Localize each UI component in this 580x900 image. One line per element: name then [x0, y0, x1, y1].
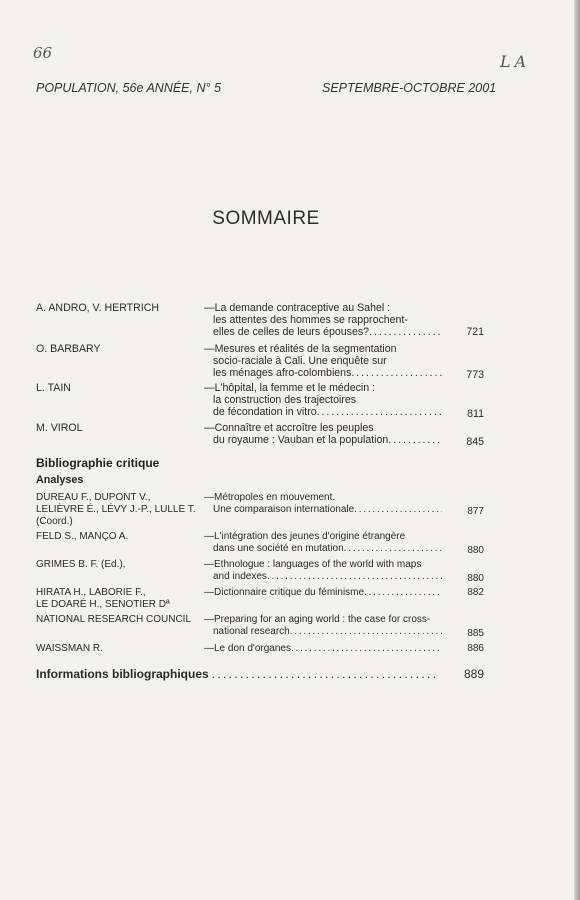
biblio-title: —Le don d'organes . . .: [204, 643, 442, 655]
toc-author: O. BARBARY: [36, 343, 101, 355]
biblio-author: HIRATA H., LABORIE F., LE DOARÉ H., SENOTIER Dª: [36, 587, 170, 610]
biblio-title: —Métropoles en mouvement. Une comparaison internationale . . .: [204, 492, 442, 516]
biblio-author: FELD S., MANÇO A.: [36, 531, 129, 542]
biblio-page: 877: [467, 506, 484, 517]
biblio-page: 882: [467, 587, 484, 598]
biblio-page: 886: [467, 643, 484, 654]
biblio-page: 880: [467, 573, 484, 584]
toc-author: M. VIROL: [36, 422, 83, 434]
biblio-author: WAISSMAN R.: [36, 643, 103, 654]
section-subheading-analyses: Analyses: [36, 474, 84, 486]
journal-issue: POPULATION, 56e ANNÉE, N° 5: [36, 81, 221, 95]
informations-page: 889: [463, 667, 484, 681]
informations-label: Informations bibliographiques: [36, 667, 209, 681]
biblio-author: DUREAU F., DUPONT V., LELIÈVRE É., LÉVY J.-P., LULLE T. (Coord.): [36, 492, 196, 527]
toc-title: —L'hôpital, la femme et le médecin : la construction des trajectoires de fécondation in vitro . . .: [204, 382, 442, 418]
biblio-title: —Dictionnaire critique du féminisme . . .: [204, 587, 442, 599]
toc-title: —Connaître et accroître les peuples du royaume : Vauban et la population . . .: [204, 422, 442, 446]
toc-author: A. ANDRO, V. HERTRICH: [36, 302, 160, 314]
biblio-author: NATIONAL RESEARCH COUNCIL: [36, 614, 192, 625]
biblio-page: 885: [467, 628, 484, 639]
informations-bibliographiques: [36, 667, 486, 681]
toc-author: L. TAIN: [36, 382, 71, 394]
toc-page: 811: [467, 408, 484, 420]
handwritten-note-left: 66: [33, 44, 53, 62]
biblio-author: GRIMES B. F. (Ed.),: [36, 559, 126, 570]
page-title: SOMMAIRE: [212, 208, 320, 229]
page-edge: [574, 0, 580, 900]
toc-page: 721: [466, 326, 484, 338]
biblio-page: 880: [467, 545, 484, 556]
toc-title: —Mesures et réalités de la segmentation socio-raciale à Cali. Une enquête sur les ménages afro-colombiens . . .: [204, 343, 442, 379]
biblio-title: —L'intégration des jeunes d'origine étrangère dans une société en mutation . . .: [204, 531, 442, 555]
toc-page: 773: [466, 369, 484, 381]
section-heading-bibliographie: Bibliographie critique: [36, 456, 160, 470]
issue-date: SEPTEMBRE-OCTOBRE 2001: [322, 81, 497, 95]
toc-page: 845: [466, 436, 484, 448]
handwritten-note-right: LA: [500, 52, 531, 71]
biblio-title: —Ethnologue : languages of the world with maps and indexes . . .: [204, 559, 442, 583]
biblio-title: —Preparing for an aging world : the case for cross- national research . . .: [204, 614, 442, 638]
toc-title: —La demande contraceptive au Sahel : les attentes des hommes se rapprochent- elles de celles de leurs épouses? . . .: [204, 302, 442, 338]
